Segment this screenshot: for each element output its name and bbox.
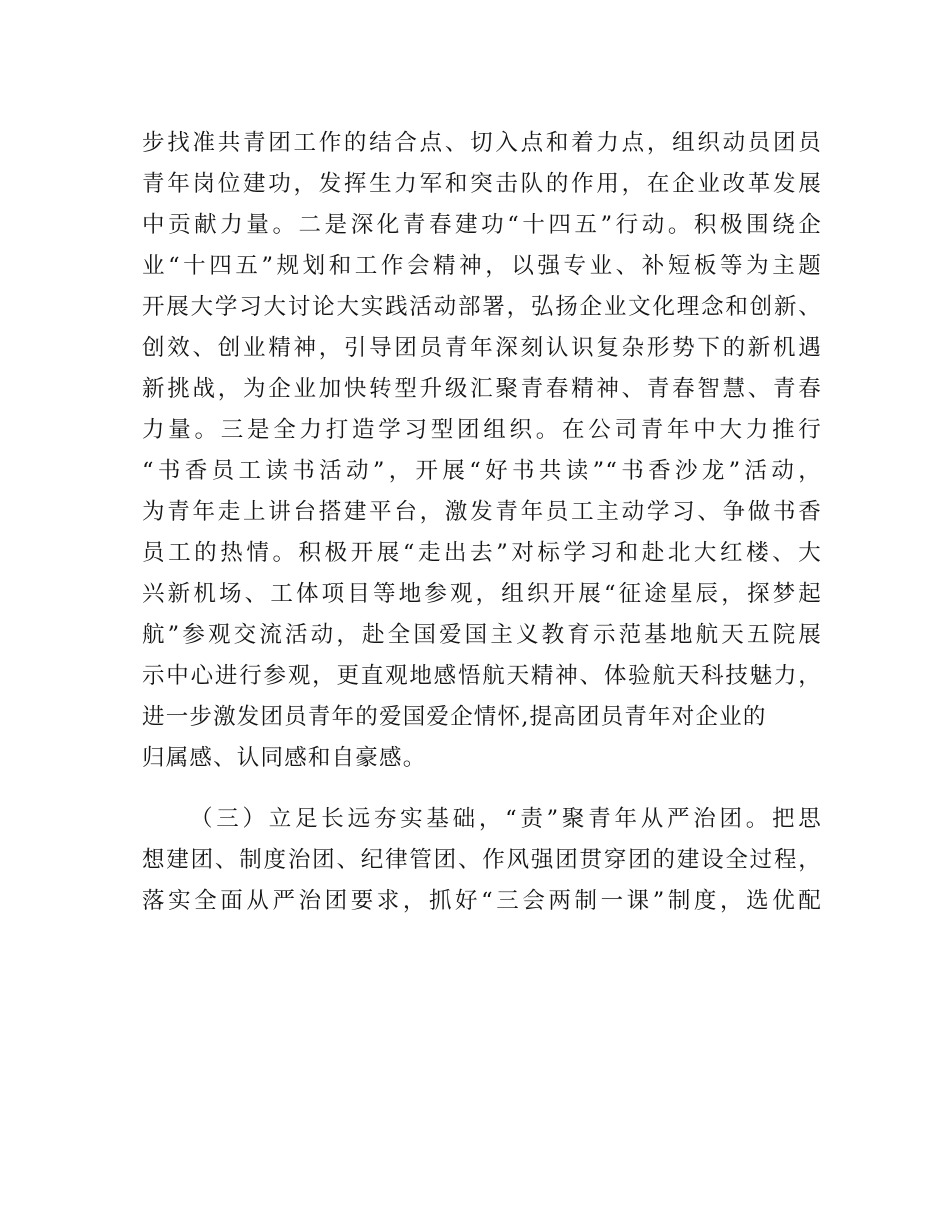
text-line: “书香员工读书活动”，开展“好书共读”“书香沙龙”活动， xyxy=(142,458,822,484)
text-line: 业“十四五”规划和工作会精神，以强专业、补短板等为主题 xyxy=(142,253,822,279)
text-line: 想建团、制度治团、纪律管团、作风强团贯穿团的建设全过程， xyxy=(142,847,822,873)
text-line: 青年岗位建功，发挥生力军和突击队的作用，在企业改革发展 xyxy=(142,171,822,197)
text-line: 创效、创业精神，引导团员青年深刻认识复杂形势下的新机遇 xyxy=(142,335,822,361)
text-line: 新挑战，为企业加快转型升级汇聚青春精神、青春智慧、青春 xyxy=(142,376,822,402)
text-line: 进一步激发团员青年的爱国爱企情怀,提高团员青年对企业的 xyxy=(142,704,767,730)
text-line: 航”参观交流活动，赴全国爱国主义教育示范基地航天五院展 xyxy=(142,622,822,648)
text-line: 开展大学习大讨论大实践活动部署，弘扬企业文化理念和创新、 xyxy=(142,294,822,320)
text-line: 示中心进行参观，更直观地感悟航天精神、体验航天科技魅力， xyxy=(142,663,822,689)
text-line: 归属感、认同感和自豪感。 xyxy=(142,745,427,771)
text-line: 落实全面从严治团要求，抓好“三会两制一课”制度，选优配 xyxy=(142,888,822,914)
text-line: 兴新机场、工体项目等地参观，组织开展“征途星辰，探梦起 xyxy=(142,581,822,607)
text-line: 为青年走上讲台搭建平台，激发青年员工主动学习、争做书香 xyxy=(142,499,822,525)
section-heading-line: （三）立足长远夯实基础，“责”聚青年从严治团。把思 xyxy=(190,806,822,832)
text-line: 员工的热情。积极开展“走出去”对标学习和赴北大红楼、大 xyxy=(142,540,822,566)
text-line: 步找准共青团工作的结合点、切入点和着力点，组织动员团员 xyxy=(142,130,822,156)
text-line: 中贡献力量。二是深化青春建功“十四五”行动。积极围绕企 xyxy=(142,212,822,238)
text-line: 力量。三是全力打造学习型团组织。在公司青年中大力推行 xyxy=(142,417,822,443)
